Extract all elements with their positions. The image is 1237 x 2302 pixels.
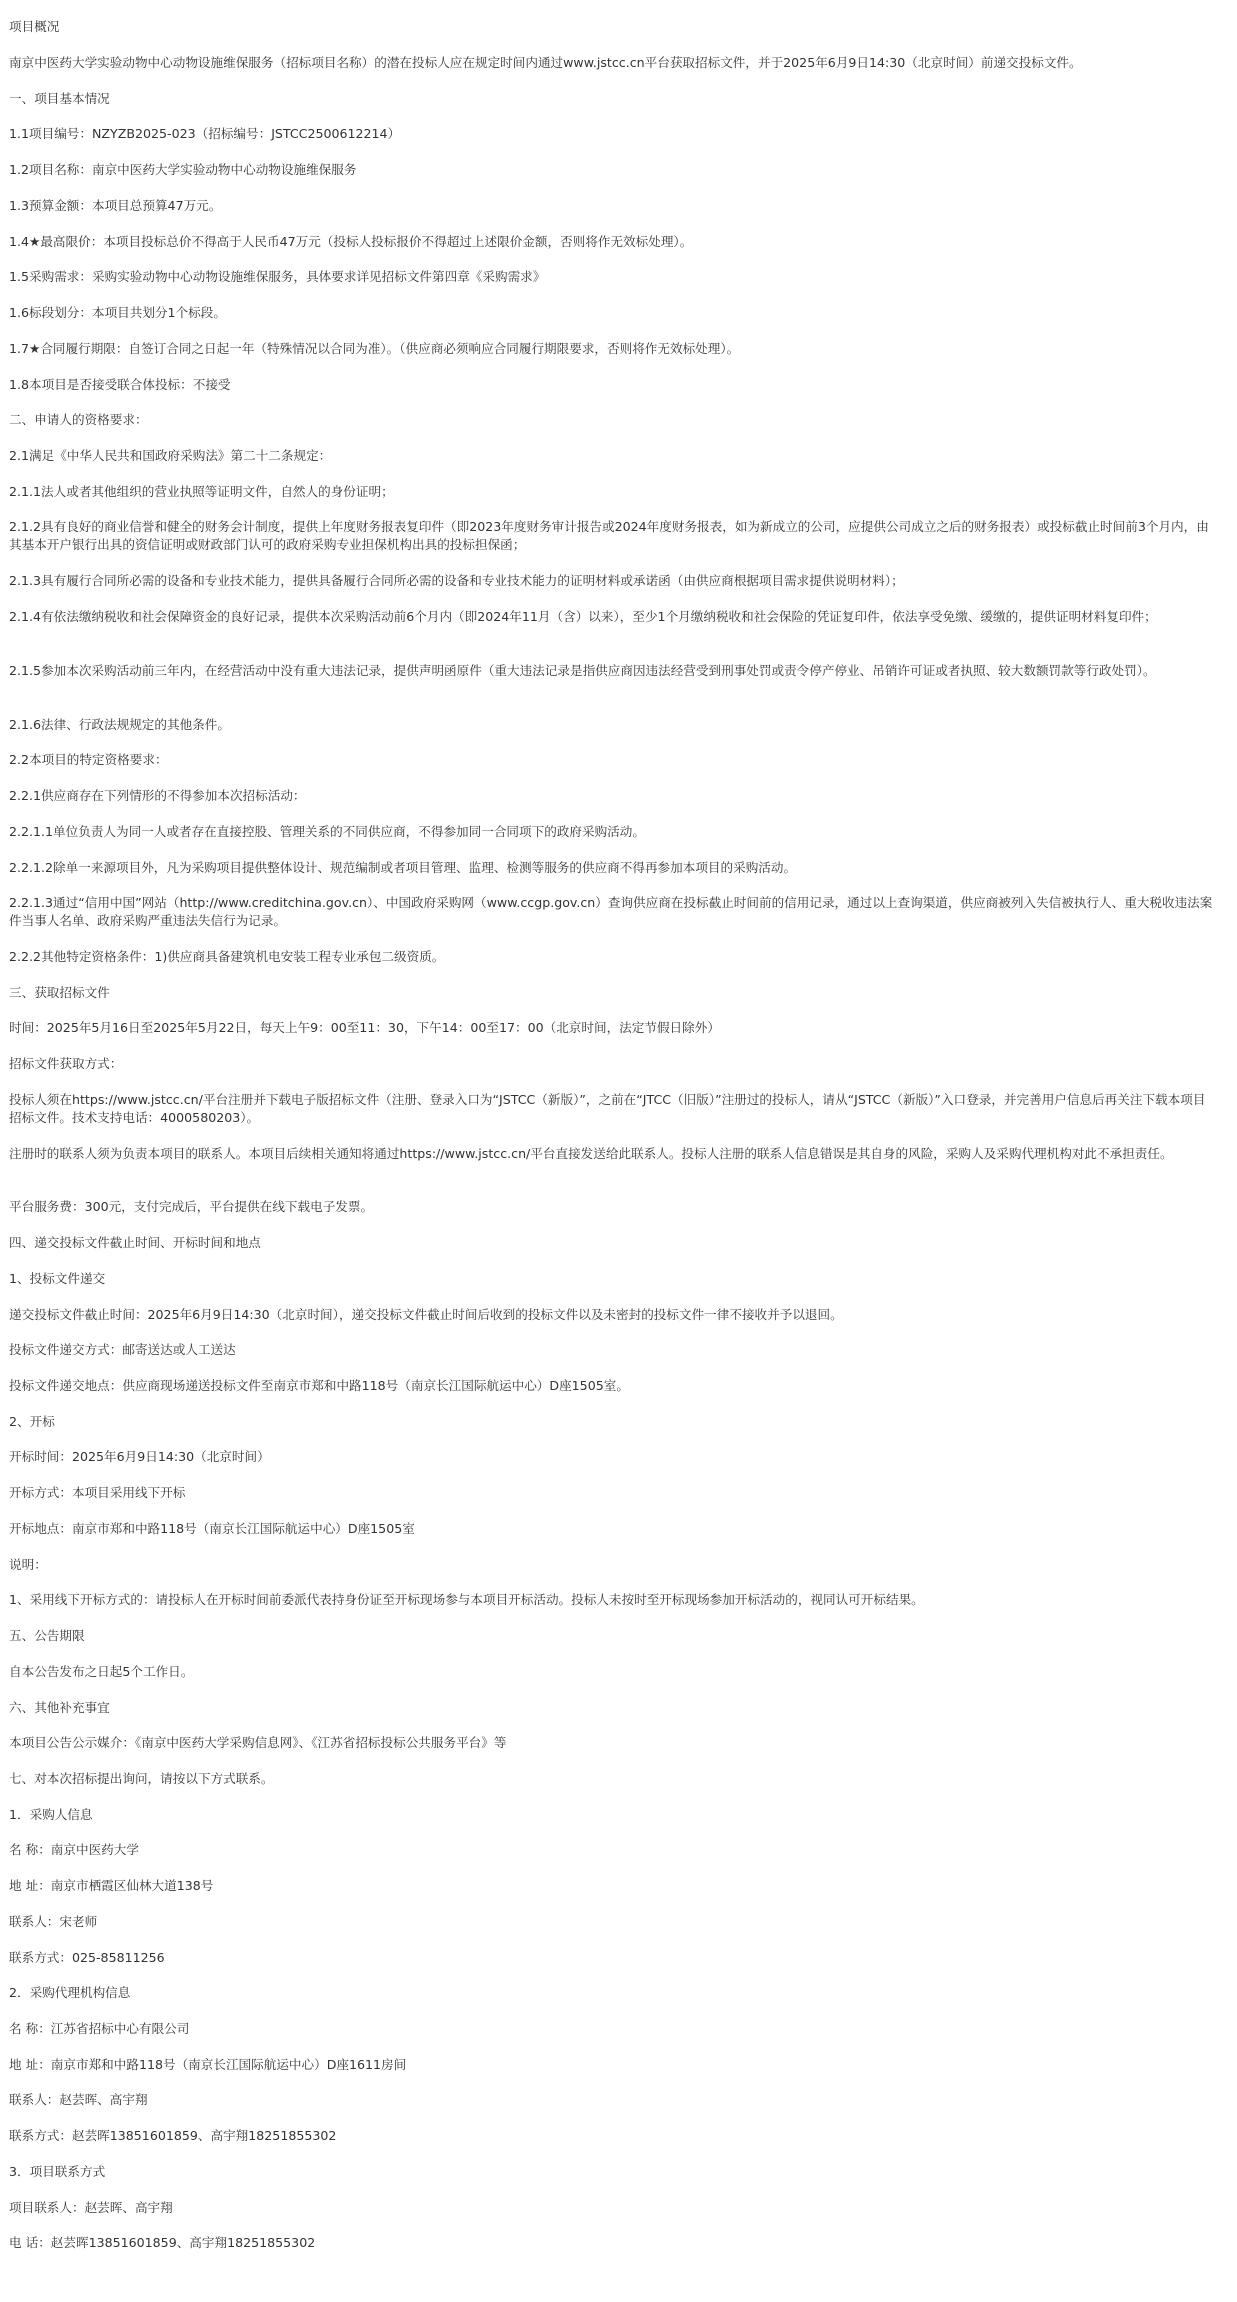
subheading-agency: 2．采购代理机构信息 <box>9 1985 131 2000</box>
subheading-project-contact: 3．项目联系方式 <box>9 2164 106 2179</box>
project-contact-phone: 电 话：赵芸晖13851601859、高宇翔18251855302 <box>9 2235 316 2250</box>
agency-address: 地 址：南京市郑和中路118号（南京长江国际航运中心）D座1611房间 <box>9 2057 407 2072</box>
opening-time: 开标时间：2025年6月9日14:30（北京时间） <box>9 1449 270 1464</box>
project-contact-person: 项目联系人：赵芸晖、高宇翔 <box>9 2200 173 2215</box>
procurement-requirement: 1.5采购需求：采购实验动物中心动物设施维保服务，具体要求详见招标文件第四章《采购需求》 <box>9 269 546 284</box>
section-heading-qualifications: 二、申请人的资格要求： <box>9 412 148 427</box>
publication-media: 本项目公告公示媒介：《南京中医药大学采购信息网》、《江苏省招标投标公共服务平台》等 <box>9 1735 507 1750</box>
qualification-2-1-5: 2.1.5参加本次采购活动前三年内，在经营活动中没有重大违法记录，提供声明函原件（重大违法记录是指供应商因违法经营受到刑事处罚或责令停产停业、吊销许可证或者执照、较大数额罚款等行政处罚）。 <box>9 663 1156 678</box>
opening-location: 开标地点：南京市郑和中路118号（南京长江国际航运中心）D座1505室 <box>9 1521 415 1536</box>
platform-fee: 平台服务费：300元，支付完成后，平台提供在线下载电子发票。 <box>9 1199 374 1214</box>
heading-overview: 项目概况 <box>9 19 60 34</box>
section-heading-deadline: 四、递交投标文件截止时间、开标时间和地点 <box>9 1235 261 1250</box>
qualification-2-2-1: 2.2.1供应商存在下列情形的不得参加本次招标活动： <box>9 788 306 803</box>
qualification-2-1-3: 2.1.3具有履行合同所必需的设备和专业技术能力，提供具备履行合同所必需的设备和专业技术能力的证明材料或承诺函（由供应商根据项目需求提供说明材料）； <box>9 573 904 588</box>
subheading-opening: 2、开标 <box>9 1414 55 1429</box>
submission-location: 投标文件递交地点：供应商现场递送投标文件至南京市郑和中路118号（南京长江国际航运中心）D座1505室。 <box>9 1378 629 1393</box>
submission-method: 投标文件递交方式：邮寄送达或人工送达 <box>9 1342 236 1357</box>
obtain-time: 时间：2025年5月16日至2025年5月22日，每天上午9：00至11：30，下午14：00至17：00（北京时间，法定节假日除外） <box>9 1020 720 1035</box>
obtain-method-detail: 投标人须在https://www.jstcc.cn/平台注册并下载电子版招标文件（注册、登录入口为“JSTCC（新版）”，之前在“JTCC（旧版）”注册过的投标人，请从“JSTCC（新版）”入口登录，并完善用户信息后再关注下载本项目招标文件。技术支持电话：4000580203）。 <box>9 1092 1206 1125</box>
section-heading-obtain-docs: 三、获取招标文件 <box>9 985 110 1000</box>
submission-deadline: 递交投标文件截止时间：2025年6月9日14:30（北京时间），递交投标文件截止时间后收到的投标文件以及未密封的投标文件一律不接收并予以退回。 <box>9 1307 843 1322</box>
intro-paragraph: 南京中医药大学实验动物中心动物设施维保服务（招标项目名称）的潜在投标人应在规定时间内通过www.jstcc.cn平台获取招标文件，并于2025年6月9日14:30（北京时间）前递交投标文件。 <box>9 55 1082 70</box>
qualification-2-1: 2.1满足《中华人民共和国政府采购法》第二十二条规定： <box>9 448 332 463</box>
section-heading-basic-info: 一、项目基本情况 <box>9 91 110 106</box>
qualification-2-1-1: 2.1.1法人或者其他组织的营业执照等证明文件，自然人的身份证明； <box>9 484 394 499</box>
qualification-2-1-4: 2.1.4有依法缴纳税收和社会保障资金的良好记录，提供本次采购活动前6个月内（即2024年11月（含）以来），至少1个月缴纳税收和社会保险的凭证复印件，依法享受免缴、缓缴的，提供证明材料复印件； <box>9 609 1157 624</box>
obtain-method-label: 招标文件获取方式： <box>9 1056 123 1071</box>
qualification-2-1-2: 2.1.2具有良好的商业信誉和健全的财务会计制度，提供上年度财务报表复印件（即2023年度财务审计报告或2024年度财务报表，如为新成立的公司，应提供公司成立之后的财务报表）或投标截止时间前3个月内，由其基本开户银行出具的资信证明或财政部门认可的政府采购专业担保机构出具的投标担保函； <box>9 519 1209 552</box>
budget-amount: 1.3预算金额：本项目总预算47万元。 <box>9 198 222 213</box>
note-offline-opening: 1、采用线下开标方式的：请投标人在开标时间前委派代表持身份证至开标现场参与本项目开标活动。投标人未按时至开标现场参加开标活动的，视同认可开标结果。 <box>9 1592 924 1607</box>
purchaser-name: 名 称：南京中医药大学 <box>9 1842 139 1857</box>
consortium-bidding: 1.8本项目是否接受联合体投标：不接受 <box>9 377 231 392</box>
contract-period: 1.7★合同履行期限：自签订合同之日起一年（特殊情况以合同为准）。（供应商必须响应合同履行期限要求，否则将作无效标处理）。 <box>9 341 740 356</box>
purchaser-phone: 联系方式：025-85811256 <box>9 1950 165 1965</box>
section-heading-other-matters: 六、其他补充事宜 <box>9 1700 110 1715</box>
section-heading-contact: 七、对本次招标提出询问，请按以下方式联系。 <box>9 1771 274 1786</box>
max-price-limit: 1.4★最高限价：本项目投标总价不得高于人民币47万元（投标人投标报价不得超过上述限价金额，否则将作无效标处理）。 <box>9 234 693 249</box>
note-label: 说明： <box>9 1557 47 1572</box>
agency-phone: 联系方式：赵芸晖13851601859、高宇翔18251855302 <box>9 2128 337 2143</box>
agency-name: 名 称：江苏省招标中心有限公司 <box>9 2021 190 2036</box>
registration-contact-note: 注册时的联系人须为负责本项目的联系人。本项目后续相关通知将通过https://www.jstcc.cn/平台直接发送给此联系人。投标人注册的联系人信息错误是其自身的风险，采购人及采购代理机构对此不承担责任。 <box>9 1146 1173 1161</box>
purchaser-contact-person: 联系人：宋老师 <box>9 1914 98 1929</box>
qualification-2-2-1-2: 2.2.1.2除单一来源项目外，凡为采购项目提供整体设计、规范编制或者项目管理、监理、检测等服务的供应商不得再参加本项目的采购活动。 <box>9 860 797 875</box>
qualification-2-2-1-1: 2.2.1.1单位负责人为同一人或者存在直接控股、管理关系的不同供应商，不得参加同一合同项下的政府采购活动。 <box>9 824 645 839</box>
notice-period: 自本公告发布之日起5个工作日。 <box>9 1664 194 1679</box>
qualification-2-2-1-3: 2.2.1.3通过“信用中国”网站（http://www.creditchina.gov.cn）、中国政府采购网（www.ccgp.gov.cn）查询供应商在投标截止时间前的信用记录，通过以上查询渠道，供应商被列入失信被执行人、重大税收违法案件当事人名单、政府采购严重违法失信行为记录。 <box>9 895 1213 928</box>
subheading-submission: 1、投标文件递交 <box>9 1271 106 1286</box>
project-number: 1.1项目编号：NZYZB2025-023（招标编号：JSTCC2500612214） <box>9 126 401 141</box>
project-name: 1.2项目名称：南京中医药大学实验动物中心动物设施维保服务 <box>9 162 357 177</box>
lot-division: 1.6标段划分：本项目共划分1个标段。 <box>9 305 226 320</box>
opening-method: 开标方式：本项目采用线下开标 <box>9 1485 186 1500</box>
qualification-2-2: 2.2本项目的特定资格要求： <box>9 752 168 767</box>
purchaser-address: 地 址：南京市栖霞区仙林大道138号 <box>9 1878 214 1893</box>
qualification-2-2-2: 2.2.2其他特定资格条件：1)供应商具备建筑机电安装工程专业承包二级资质。 <box>9 949 445 964</box>
qualification-2-1-6: 2.1.6法律、行政法规规定的其他条件。 <box>9 717 230 732</box>
section-heading-notice-period: 五、公告期限 <box>9 1628 85 1643</box>
subheading-purchaser: 1．采购人信息 <box>9 1807 93 1822</box>
agency-contact-person: 联系人：赵芸晖、高宇翔 <box>9 2092 148 2107</box>
